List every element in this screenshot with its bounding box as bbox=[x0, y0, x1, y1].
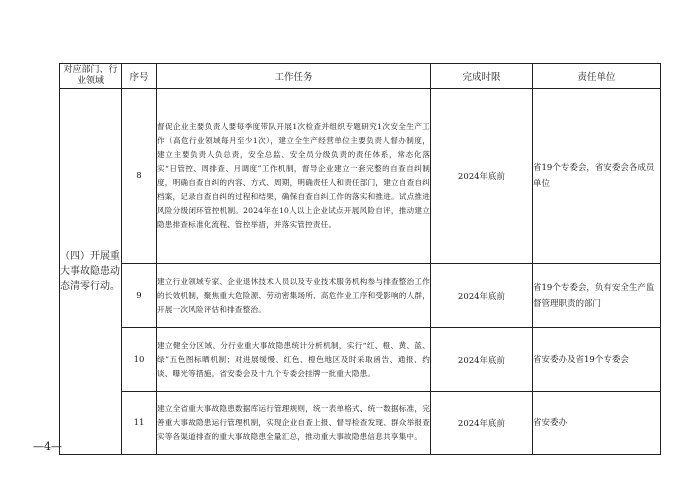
table-row bbox=[60, 264, 661, 328]
task-cell: 建立全省重大事故隐患数据库运行管理规则，统一表单格式、统一数据标准，完善重大事故隐患运行管理机制，实现企业自查上报、督导检查发现、群众举报查实等各渠道排查的重大事故隐患全量汇总，推动重大事故隐患信息共享集中。 bbox=[157, 392, 431, 455]
header-time: 完成时限 bbox=[431, 64, 533, 89]
area-cell: （四）开展重大事故隐患动态清零行动。 bbox=[60, 89, 122, 455]
table-header-row bbox=[60, 64, 661, 89]
task-table bbox=[59, 63, 661, 455]
seq-cell: 8 bbox=[122, 89, 157, 264]
table-row bbox=[60, 392, 661, 455]
table-row bbox=[60, 328, 661, 392]
unit-cell: 省安委办及省19个专委会 bbox=[533, 328, 661, 392]
time-cell: 2024年底前 bbox=[431, 392, 533, 455]
task-cell: 督促企业主要负责人要每季度带队开展1次检查并组织专题研究1次安全生产工作（高危行业领域每月至少1次），建立全生产经营单位主要负责人督办制度，建立主要负责人负总责，安全总监、安全员分级负责的责任体系，常态化落实“日管控、周排查、月调度”工作机制，督导企业建立一套完整的自查自纠制度，明确自查自纠的内容、方式、周期，明确责任人和责任部门，建立自查自纠档案，记录自查自纠的过程和结果，确保自查自纠工作的落实和推进。试点推进风险分级闭环管控机制。2024年在10人以上企业试点开展风险自评，推动建立隐患排查标准化流程、管控举措，并落实管控责任。 bbox=[157, 89, 431, 264]
table-row bbox=[60, 89, 661, 264]
seq-cell: 9 bbox=[122, 264, 157, 328]
header-task: 工作任务 bbox=[157, 64, 431, 89]
time-cell: 2024年底前 bbox=[431, 328, 533, 392]
unit-cell: 省19个专委会，省安委会各成员单位 bbox=[533, 89, 661, 264]
time-cell: 2024年底前 bbox=[431, 264, 533, 328]
task-cell: 建立健全分区域、分行业重大事故隐患统计分析机制，实行“红、橙、黄、蓝、绿”五色图标晒机制；对进展缓慢、红色、橙色地区及时采取函告、通报、约谈、曝光等措施。省安委会及十九个专委会挂牌一批重大隐患。 bbox=[157, 328, 431, 392]
unit-cell: 省安委办 bbox=[533, 392, 661, 455]
task-cell: 建立行业领域专家、企业退休技术人员以及专业技术服务机构参与排查整治工作的长效机制，聚焦重大危险源、劳动密集场所、高危作业工序和受影响的人群，开展一次风险评估和排查整治。 bbox=[157, 264, 431, 328]
seq-cell: 11 bbox=[122, 392, 157, 455]
header-area: 对应部门、行业领域 bbox=[60, 64, 122, 89]
header-seq: 序号 bbox=[122, 64, 157, 89]
header-unit: 责任单位 bbox=[533, 64, 661, 89]
page-number: —4— bbox=[33, 440, 62, 453]
seq-cell: 10 bbox=[122, 328, 157, 392]
unit-cell: 省19个专委会，负有安全生产监督管理职责的部门 bbox=[533, 264, 661, 328]
time-cell: 2024年底前 bbox=[431, 89, 533, 264]
